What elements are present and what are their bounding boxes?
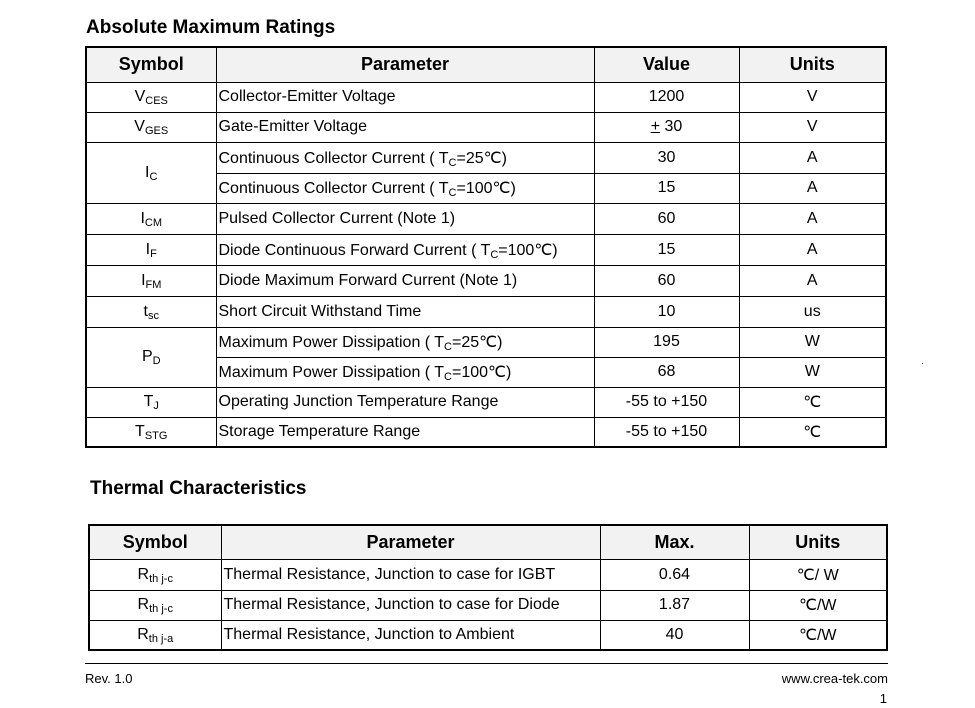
value-cell: 195 [594, 327, 739, 357]
value-cell: 10 [594, 296, 739, 327]
unit-cell: A [739, 142, 886, 173]
unit-cell: W [739, 327, 886, 357]
parameter-cell: Maximum Power Dissipation ( $T_C=25℃$) [216, 327, 594, 357]
unit-cell: W [739, 357, 886, 387]
header-symbol: Symbol [86, 47, 216, 82]
stray-mark [922, 363, 923, 364]
table-row [89, 559, 887, 590]
parameter-cell: Thermal Resistance, Junction to Ambient [221, 620, 600, 650]
unit-cell: A [739, 173, 886, 203]
symbol-cell: $V_{GES}$ [86, 112, 216, 142]
value-cell: 15 [594, 173, 739, 203]
header-units: Units [739, 47, 886, 82]
unit-cell: ℃/W [749, 620, 887, 650]
table-row [86, 82, 886, 112]
header-symbol: Symbol [89, 525, 221, 559]
footer-divider [85, 663, 888, 664]
symbol-cell: $T_{STG}$ [86, 417, 216, 447]
table-header-row [89, 525, 887, 559]
section-title-absolute-max: Absolute Maximum Ratings [86, 17, 336, 38]
symbol-cell: $t_{sc}$ [86, 296, 216, 327]
section-title-thermal: Thermal Characteristics [90, 478, 307, 499]
thermal-characteristics-table [88, 524, 888, 651]
value-cell: + 30 [594, 112, 739, 142]
table-row [86, 417, 886, 447]
absolute-max-ratings-table [85, 46, 887, 448]
symbol-cell: $I_C$ [86, 142, 216, 203]
symbol-cell: $R_{th j-a}$ [89, 620, 221, 650]
parameter-cell: Storage Temperature Range [216, 417, 594, 447]
parameter-cell: Maximum Power Dissipation ( $T_C=100℃$) [216, 357, 594, 387]
value-cell: 30 [594, 142, 739, 173]
unit-cell: A [739, 203, 886, 234]
unit-cell: V [739, 112, 886, 142]
value-cell: 60 [594, 265, 739, 296]
value-cell: 15 [594, 234, 739, 265]
table-row [86, 112, 886, 142]
header-units: Units [749, 525, 887, 559]
value-cell: -55 to +150 [594, 387, 739, 417]
table-row [86, 327, 886, 357]
header-value: Value [594, 47, 739, 82]
unit-cell: ℃/ W [749, 559, 887, 590]
parameter-cell: Pulsed Collector Current (Note 1) [216, 203, 594, 234]
page-number: 1 [879, 691, 887, 706]
value-cell: 40 [600, 620, 749, 650]
symbol-cell: $T_J$ [86, 387, 216, 417]
value-cell: 0.64 [600, 559, 749, 590]
parameter-cell: Continuous Collector Current ( $T_C=100℃$) [216, 173, 594, 203]
table-row [86, 387, 886, 417]
header-parameter: Parameter [216, 47, 594, 82]
symbol-cell: $R_{th j-c}$ [89, 590, 221, 620]
header-parameter: Parameter [221, 525, 600, 559]
parameter-cell: Operating Junction Temperature Range [216, 387, 594, 417]
table-row [89, 590, 887, 620]
unit-cell: ℃ [739, 417, 886, 447]
value-cell: 1200 [594, 82, 739, 112]
symbol-cell: $R_{th j-c}$ [89, 559, 221, 590]
revision-label: Rev. 1.0 [85, 671, 133, 686]
value-cell: 68 [594, 357, 739, 387]
table-header-row [86, 47, 886, 82]
table-row [89, 620, 887, 650]
parameter-cell: Short Circuit Withstand Time [216, 296, 594, 327]
unit-cell: A [739, 265, 886, 296]
parameter-cell: Diode Continuous Forward Current ( $T_C=100℃$) [216, 234, 594, 265]
symbol-cell: $P_D$ [86, 327, 216, 387]
table-row [86, 296, 886, 327]
parameter-cell: Thermal Resistance, Junction to case for IGBT [221, 559, 600, 590]
unit-cell: A [739, 234, 886, 265]
value-cell: 60 [594, 203, 739, 234]
parameter-cell: Continuous Collector Current ( $T_C=25℃$) [216, 142, 594, 173]
symbol-cell: $I_F$ [86, 234, 216, 265]
parameter-cell: Gate-Emitter Voltage [216, 112, 594, 142]
website-link[interactable]: www.crea-tek.com [781, 671, 888, 686]
header-max: Max. [600, 525, 749, 559]
table-row [86, 234, 886, 265]
table-row [86, 142, 886, 173]
value-cell: -55 to +150 [594, 417, 739, 447]
value-cell: 1.87 [600, 590, 749, 620]
table-row [86, 203, 886, 234]
unit-cell: V [739, 82, 886, 112]
unit-cell: us [739, 296, 886, 327]
parameter-cell: Collector-Emitter Voltage [216, 82, 594, 112]
symbol-cell: $I_{CM}$ [86, 203, 216, 234]
unit-cell: ℃/W [749, 590, 887, 620]
table-row [86, 265, 886, 296]
unit-cell: ℃ [739, 387, 886, 417]
parameter-cell: Diode Maximum Forward Current (Note 1) [216, 265, 594, 296]
symbol-cell: $V_{CES}$ [86, 82, 216, 112]
parameter-cell: Thermal Resistance, Junction to case for Diode [221, 590, 600, 620]
symbol-cell: $I_{FM}$ [86, 265, 216, 296]
